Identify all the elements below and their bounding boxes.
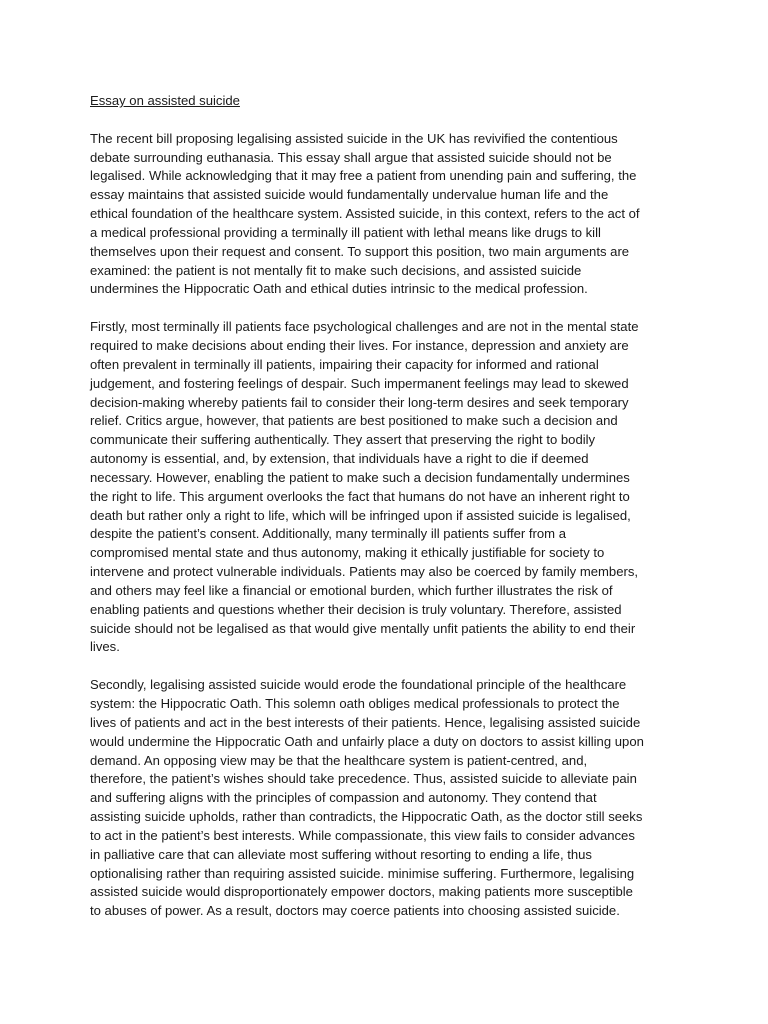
text-line: intervene and protect vulnerable individuals. Patients may also be coerced by family members, [90,564,639,580]
text-line: suicide should not be legalised as that would give mentally unfit patients the ability to end their [90,620,636,636]
text-line: to act in the patient’s best interests. While compassionate, this view fails to consider advances [90,827,635,843]
text-line: autonomy is essential, and, by extension, that individuals have a right to die if deemed [90,451,589,467]
text-line: death but rather only a right to life, which will be infringed upon if assisted suicide is legalised, [90,507,631,523]
text-line: Secondly, legalising assisted suicide would erode the foundational principle of the healthcare [90,677,627,693]
text-line: in palliative care that can alleviate most suffering without resorting to ending a life, thus [90,846,592,862]
text-line: lives of patients and act in the best interests of their patients. Hence, legalising assisted suicide [90,714,641,730]
text-line: debate surrounding euthanasia. This essay shall argue that assisted suicide should not be [90,149,612,165]
text-line: would undermine the Hippocratic Oath and unfairly place a duty on doctors to assist killing upon [90,733,644,749]
text-line: to abuses of power. As a result, doctors may coerce patients into choosing assisted suicide. [90,903,620,919]
text-line: ethical foundation of the healthcare system. Assisted suicide, in this context, refers to the act of [90,206,640,222]
text-line: judgement, and fostering feelings of despair. Such impermanent feelings may lead to skewed [90,375,629,391]
essay-body [90,92,678,940]
text-line: enabling patients and questions whether their decision is truly voluntary. Therefore, assisted [90,601,622,617]
text-line: relief. Critics argue, however, that patients are best positioned to make such a decision and [90,413,618,429]
text-line: undermines the Hippocratic Oath and ethical duties intrinsic to the medical profession. [90,281,588,297]
text-line: demand. An opposing view may be that the healthcare system is patient-centred, and, [90,752,588,768]
text-line: therefore, the patient’s wishes should take precedence. Thus, assisted suicide to alleviate pain [90,771,637,787]
text-line: Firstly, most terminally ill patients face psychological challenges and are not in the mental state [90,319,639,335]
text-line: themselves upon their request and consent. To support this position, two main arguments are [90,243,630,259]
text-line: often prevalent in terminally ill patients, impairing their capacity for informed and rational [90,356,599,372]
text-line: and others may feel like a financial or emotional burden, which further illustrates the risk of [90,582,613,598]
text-line: lives. [90,639,120,655]
text-line: compromised mental state and thus autonomy, making it ethically justifiable for society to [90,545,605,561]
paragraph-list [90,130,678,921]
text-line: the right to life. This argument overlooks the fact that humans do not have an inherent right to [90,488,630,504]
text-line: decision-making whereby patients fail to consider their long-term desires and seek temporary [90,394,629,410]
essay-title: Essay on assisted suicide [90,93,240,108]
text-line: required to make decisions about ending their lives. For instance, depression and anxiety are [90,337,629,353]
paragraph-3 [90,676,678,921]
text-line: necessary. However, enabling the patient to make such a decision fundamentally undermines [90,469,630,485]
paragraph-2 [90,318,678,657]
text-line: assisting suicide upholds, rather than contradicts, the Hippocratic Oath, as the doctor still seeks [90,809,643,825]
text-line: communicate their suffering authentically. They assert that preserving the right to bodily [90,432,596,448]
text-line: essay maintains that assisted suicide would fundamentally undervalue human life and the [90,187,609,203]
text-line: The recent bill proposing legalising assisted suicide in the UK has revivified the contentious [90,130,618,146]
text-line: a medical professional providing a terminally ill patient with lethal means like drugs to kill [90,224,601,240]
text-line: optionalising rather than requiring assisted suicide. minimise suffering. Furthermore, legalising [90,865,635,881]
text-line: despite the patient’s consent. Additionally, many terminally ill patients suffer from a [90,526,566,542]
text-line: and suffering aligns with the principles of compassion and autonomy. They contend that [90,790,597,806]
text-line: assisted suicide would disproportionately empower doctors, making patients more susceptible [90,884,633,900]
text-line: examined: the patient is not mentally fit to make such decisions, and assisted suicide [90,262,582,278]
text-line: system: the Hippocratic Oath. This solemn oath obliges medical professionals to protect the [90,696,620,711]
text-line: legalised. While acknowledging that it may free a patient from unending pain and suffering, the [90,168,637,184]
paragraph-1 [90,130,678,300]
